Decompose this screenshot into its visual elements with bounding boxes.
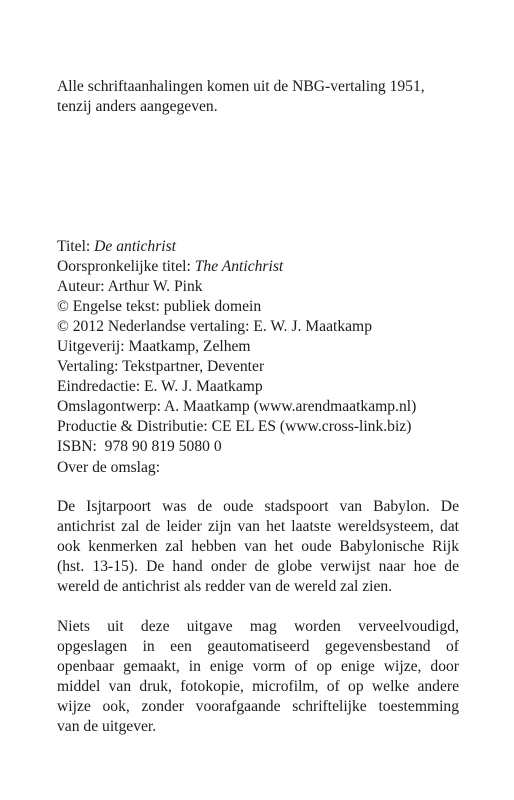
colophon-original-title-label: Oorspronkelijke titel: [57, 258, 195, 275]
colophon-final-editing: Eindredactie: E. W. J. Maatkamp [57, 378, 263, 395]
rights-line: wijze ook, zonder voorafgaande schriftelijke toestemming [57, 698, 459, 715]
colophon-isbn: ISBN: 978 90 819 5080 0 [57, 438, 222, 455]
cover-line: (hst. 13-15). De hand onder de globe verwijst naar hoe de [57, 558, 459, 575]
cover-line: wereld de antichrist als redder van de wereld zal zien. [57, 578, 393, 595]
rights-line: openbaar gemaakt, in enige vorm of op enige wijze, door [57, 658, 459, 675]
colophon [57, 237, 459, 457]
rights-line: middel van druk, fotokopie, microfilm, of op welke andere [57, 678, 459, 695]
colophon-title-label: Titel: [57, 238, 95, 255]
colophon-translation: Vertaling: Tekstpartner, Deventer [57, 358, 265, 375]
scripture-note [57, 77, 459, 117]
cover-line: antichrist zal de leider zijn van het laatste wereldsysteem, dat [57, 518, 459, 535]
colophon-title [57, 237, 459, 257]
scripture-note-line-1: Alle schriftaanhalingen komen uit de NBG-vertaling 1951, [57, 78, 425, 95]
cover-line: ook kenmerken zal hebben van het oude Babylonische Rijk [57, 538, 459, 555]
colophon-publisher: Uitgeverij: Maatkamp, Zelhem [57, 338, 251, 355]
colophon-production: Productie & Distributie: CE EL ES (www.cross-link.biz) [57, 418, 412, 435]
rights-notice [57, 617, 459, 737]
colophon-title-value: De antichrist [94, 238, 177, 255]
rights-line: opgeslagen in een geautomatiseerd gegevensbestand of [57, 638, 459, 655]
colophon-english-text: © Engelse tekst: publiek domein [57, 298, 262, 315]
colophon-author: Auteur: Arthur W. Pink [57, 278, 203, 295]
book-page [57, 0, 459, 800]
rights-line: Niets uit deze uitgave mag worden verveelvoudigd, [57, 618, 459, 635]
colophon-original-title-value: The Antichrist [194, 258, 284, 275]
colophon-original-title [57, 257, 459, 277]
cover-heading: Over de omslag: [57, 459, 161, 476]
scripture-note-line-2: tenzij anders aangegeven. [57, 98, 218, 115]
rights-line: van de uitgever. [57, 718, 157, 735]
colophon-cover-design: Omslagontwerp: A. Maatkamp (www.arendmaatkamp.nl) [57, 398, 417, 415]
cover-line: De Isjtarpoort was de oude stadspoort van Babylon. De [57, 498, 459, 515]
colophon-dutch-translation: © 2012 Nederlandse vertaling: E. W. J. Maatkamp [57, 318, 372, 335]
cover-description [57, 497, 459, 597]
